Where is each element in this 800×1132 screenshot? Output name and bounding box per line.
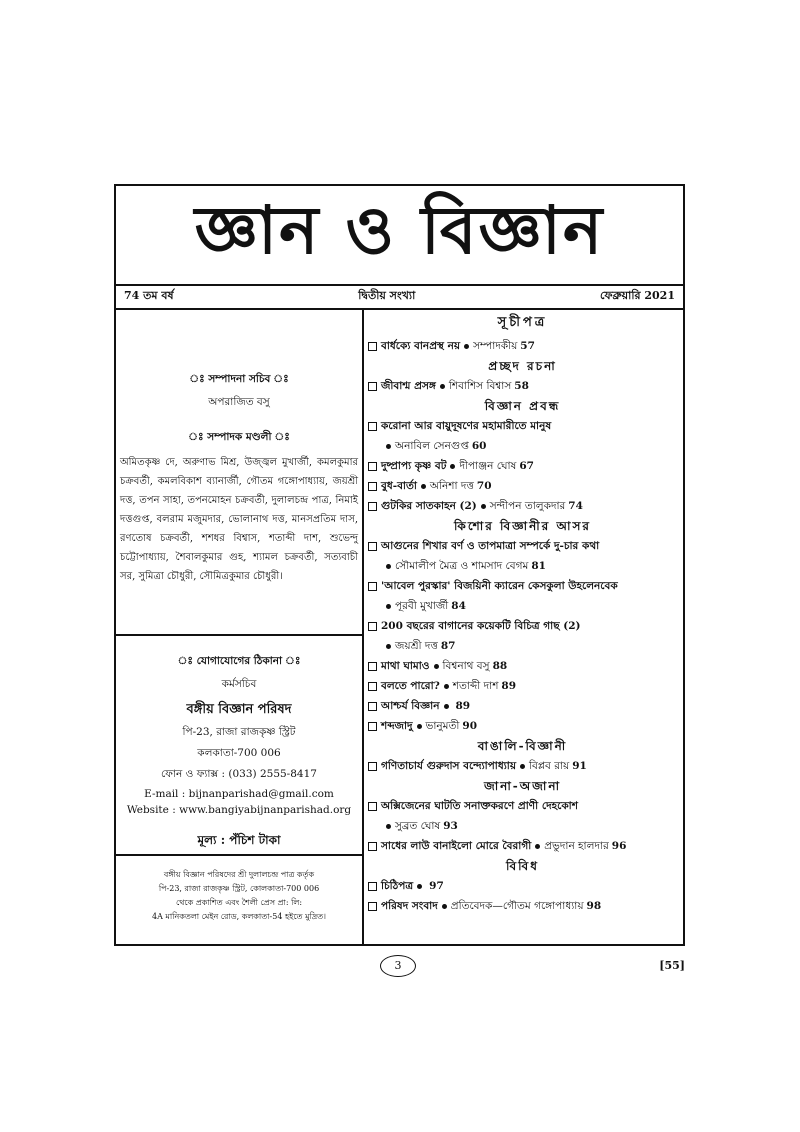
toc-category: বিজ্ঞান প্রবন্ধ [484,399,561,413]
toc-entry-title: বলতে পারো? [381,680,440,692]
date-label: ফেব্রুয়ারি 2021 [600,288,675,302]
issue-label: দ্বিতীয় সংখ্যা [358,288,416,302]
toc-entry-title: 200 বছরের বাগানের কয়েকটি বিচিত্র গাছ (2) [381,620,581,632]
checkbox-bullet-icon [368,502,377,511]
toc-entry-title: গুটকির সাতকাহন (2) [381,500,477,512]
checkbox-bullet-icon [368,342,377,351]
bullet-dot-icon [464,344,469,349]
toc-entry-author: শতাব্দী দাশ [452,680,499,692]
checkbox-bullet-icon [368,462,377,471]
checkbox-bullet-icon [368,382,377,391]
toc-entry [362,896,683,916]
toc-entry-continuation [362,816,683,836]
bullet-dot-icon [440,384,445,389]
toc-entry-page: 97 [429,880,444,892]
toc-entry-title: চিঠিপত্র [381,880,414,892]
toc-entry [362,756,683,776]
toc-entry-page: 57 [520,340,535,352]
toc-entry-author: সুব্রত ঘোষ [395,820,441,832]
publisher-section [116,856,362,944]
masthead [116,186,683,286]
bullet-dot-icon [444,704,449,709]
toc-entry-title: আগুনের শিখার বর্ণ ও তাপমাত্রা সম্পর্কে দু-চার কথা [381,540,600,552]
editors-section [116,310,362,636]
price-label: মূল্য : পঁচিশ টাকা [197,833,281,847]
toc-category: কিশোর বিজ্ঞানীর আসর [454,519,591,533]
council-name: বঙ্গীয় বিজ্ঞান পরিষদ [186,702,292,717]
toc-entry-page: 70 [476,480,492,492]
toc-entry-page: 90 [462,720,478,732]
publisher-line-3: থেকে প্রকাশিত এবং শৈলী প্রেস প্রা: লি: [175,898,303,907]
toc-entry-title: 'আবেল পুরস্কার' বিজয়িনী ক্যারেন কেসকুলা উহলেনবেক [381,580,618,592]
toc-category: জানা-অজানা [483,779,562,793]
checkbox-bullet-icon [368,622,377,631]
toc-entry [362,716,683,736]
email-text: E-mail : bijnanparishad@gmail.com [144,788,334,800]
secretary-heading: ঃ সম্পাদনা সচিব ঃ [189,373,289,385]
contact-section [116,636,362,856]
toc-entry-page: 89 [455,700,471,712]
toc-entry-page: 93 [443,820,458,832]
toc-entry-page: 84 [451,600,466,612]
checkbox-bullet-icon [368,702,377,711]
toc-entry-page: 67 [519,460,534,472]
toc-entry-page: 74 [568,500,583,512]
toc-entry-author: সন্দীপন তালুকদার [489,500,566,512]
toc-entry-page: 89 [501,680,517,692]
toc-entry-page: 81 [531,560,546,572]
board-heading: ঃ সম্পাদক মণ্ডলী ঃ [188,431,290,443]
toc-entry-page: 91 [572,760,587,772]
publisher-line-4: 4A মানিকতলা মেইন রোড, কলকাতা-54 হইতে মুদ্রিত। [151,912,327,921]
left-column [116,310,364,944]
bullet-dot-icon [386,644,391,649]
checkbox-bullet-icon [368,682,377,691]
checkbox-bullet-icon [368,482,377,491]
checkbox-bullet-icon [368,582,377,591]
toc-entry [362,536,683,556]
bullet-dot-icon [434,664,439,669]
magazine-title: জ্ঞান ও বিজ্ঞান [194,192,605,269]
website-text: Website : www.bangiyabijnanparishad.org [126,804,352,816]
toc-entry-title: অক্সিজেনের ঘাটতি সনাক্তকরণে প্রাণী দেহকোশ [381,800,578,812]
toc-entry-author: সম্পাদকীয় [473,340,518,352]
table-of-contents [362,310,683,944]
bullet-dot-icon [481,504,486,509]
address-line-2: কলকাতা-700 006 [197,747,281,759]
checkbox-bullet-icon [368,762,377,771]
checkbox-bullet-icon [368,542,377,551]
toc-entry [362,416,683,436]
page-frame [114,184,685,946]
toc-entry [362,376,683,396]
toc-entry [362,336,683,356]
checkbox-bullet-icon [368,842,377,851]
issue-info-bar [116,284,683,310]
toc-entry-author: প্রতিবেদক—গৌতম গঙ্গোপাধ্যায় [450,900,584,912]
checkbox-bullet-icon [368,662,377,671]
bullet-dot-icon [450,464,455,469]
toc-entry [362,796,683,816]
toc-entry-title: মাথা ঘামাও [381,660,430,672]
toc-entry-title: গণিতাচার্য গুরুদাস বন্দ্যোপাধ্যায় [381,760,517,772]
checkbox-bullet-icon [368,422,377,431]
publisher-line-2: পি-23, রাজা রাজকৃষ্ণ স্ট্রিট, কোলকাতা-700 006 [158,884,320,893]
toc-entry-page: 87 [440,640,456,652]
bullet-dot-icon [417,884,422,889]
bullet-dot-icon [520,764,525,769]
bullet-dot-icon [417,724,422,729]
toc-category: প্রচ্ছদ রচনা [488,359,557,373]
checkbox-bullet-icon [368,902,377,911]
toc-entry-author: শিবাশিস বিশ্বাস [448,380,512,392]
toc-entry-title: বুধ-বার্তা [381,480,417,492]
bullet-dot-icon [386,824,391,829]
toc-entry-continuation [362,436,683,456]
toc-entry-page: 88 [492,660,508,672]
toc-entry-author: অনিশা দত্ত [429,480,474,492]
board-list: অমিতকৃষ্ণ দে, অরুণাভ মিশ্র, উজ্জ্বল মুখার্জী, কমলকুমার চক্রবর্তী, কমলবিকাশ ব্যানার্জী, গৌতম গঙ্গোপাধ্যায়, জয়শ্রী দত্ত, তপন সাহা, তপনমোহন চক্রবর্তী, দুলালচন্দ্র পাত্র, নিমাই দত্তগুপ্ত, বলরাম মজুমদার, ভোলানাথ দত্ত, মানসপ্রতিম দাস, রণতোষ চক্রবর্তী, শশধর বিশ্বাস, শতাব্দী দাশ, শুভেন্দু চট্টোপাধ্যায়, শৈবালকুমার গুহ, শ্যামল চক্রবর্তী, সত্যবাচী সর, সুমিত্রা চৌধুরী, সৌমিত্রকুমার চৌধুরী। [120,457,358,582]
toc-entry-author: সৌমালীপ মৈত্র ও শামসাদ বেগম [395,560,529,572]
toc-entry-page: 58 [514,380,529,392]
toc-entry-continuation [362,636,683,656]
toc-entry-page: 60 [471,440,487,452]
toc-entry-author: পূরবী মুখার্জী [395,600,449,612]
contact-heading: ঃ যোগাযোগের ঠিকানা ঃ [177,655,301,667]
checkbox-bullet-icon [368,882,377,891]
page-number: 3 [380,955,416,977]
toc-entry-title: সাধের লাউ বানাইলো মোরে বৈরাগী [381,840,532,852]
toc-entry [362,676,683,696]
toc-entry-continuation [362,556,683,576]
toc-entry-title: জীবাশ্ম প্রসঙ্গ [381,380,436,392]
bullet-dot-icon [386,444,391,449]
toc-entry-title: করোনা আর বায়ুদূষণের মহামারীতে মানুষ [381,420,552,432]
page-footer [114,955,685,979]
toc-title: সূচীপত্র [497,315,548,330]
toc-entry [362,696,683,716]
toc-entry-author: ভানুমতী [425,720,460,732]
bullet-dot-icon [386,564,391,569]
bullet-dot-icon [421,484,426,489]
toc-entry-author: বিপ্লব রায় [529,760,570,772]
toc-entry-author: দীপাঞ্জন ঘোষ [459,460,517,472]
toc-entry [362,836,683,856]
toc-list [362,336,683,916]
toc-entry [362,656,683,676]
bullet-dot-icon [442,904,447,909]
bullet-dot-icon [386,604,391,609]
toc-entry [362,576,683,596]
toc-entry-author: অনাবিল সেনগুপ্ত [395,440,469,452]
toc-entry-title: আশ্চর্য বিজ্ঞান [381,700,440,712]
toc-entry [362,496,683,516]
toc-entry-author: প্রভুদান হালদার [544,840,609,852]
address-line-1: পি-23, রাজা রাজকৃষ্ণ স্ট্রিট [182,726,296,738]
toc-entry [362,476,683,496]
page-reference: [55] [659,959,685,972]
toc-entry-title: শব্দজাদু [381,720,413,732]
secretary-name: অপরাজিত বসু [208,396,270,408]
toc-entry-title: পরিষদ সংবাদ [381,900,438,912]
checkbox-bullet-icon [368,802,377,811]
toc-entry-title: দুষ্প্রাপ্য কৃষ্ণ বট [381,460,447,472]
toc-category: বিবিধ [506,859,539,873]
toc-entry-author: বিশ্বনাথ বসু [442,660,490,672]
checkbox-bullet-icon [368,722,377,731]
toc-entry-continuation [362,596,683,616]
bullet-dot-icon [444,684,449,689]
toc-entry-page: 96 [611,840,627,852]
toc-entry [362,876,683,896]
toc-entry [362,616,683,636]
toc-entry-page: 98 [586,900,602,912]
phone-text: ফোন ও ফ্যাক্স : (033) 2555-8417 [161,768,317,780]
toc-entry-author: জয়শ্রী দত্ত [395,640,438,652]
toc-category: বাঙালি-বিজ্ঞানী [477,739,568,753]
toc-entry-title: বার্ধক্যে বানপ্রস্থ নয় [381,340,461,352]
publisher-line-1: বঙ্গীয় বিজ্ঞান পরিষদের শ্রী দুলালচন্দ্র পাত্র কর্তৃক [163,870,315,879]
volume-label: 74 তম বর্ষ [124,288,174,302]
contact-role: কর্মসচিব [221,678,257,690]
bullet-dot-icon [535,844,540,849]
toc-entry [362,456,683,476]
